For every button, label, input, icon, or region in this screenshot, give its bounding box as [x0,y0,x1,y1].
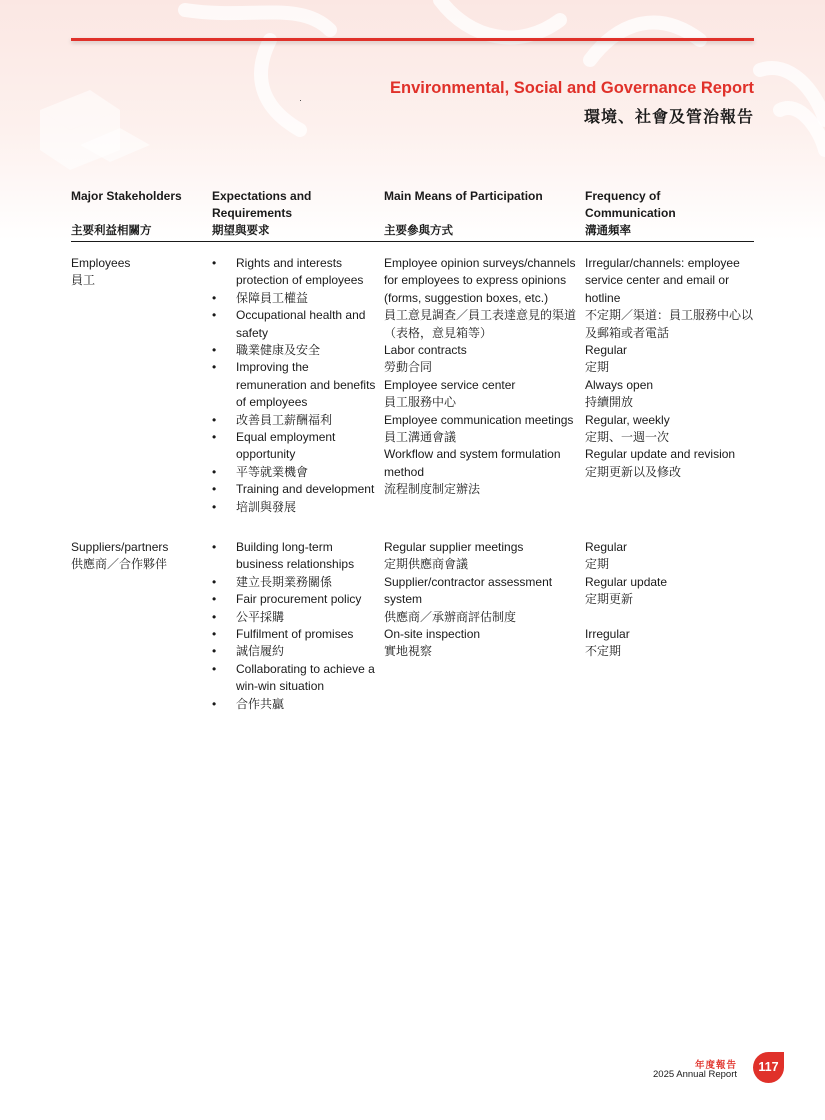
means-item: Labor contracts [384,343,467,358]
column-header-label: Main Means of Participation [384,189,543,203]
expectation-item: • Fulfilment of promises [212,626,377,643]
column-header-frequency [585,188,754,237]
means-item: 流程制度制定辦法 [384,482,481,497]
stakeholder-name: Employees [71,256,131,270]
stakeholder-cell [71,539,206,574]
frequency-item: Always open [585,377,654,392]
column-header-stakeholders [71,188,206,237]
means-item: 定期供應商會議 [384,557,469,572]
column-header-means [384,188,580,237]
footer-label: 2025 Annual Report [653,1069,737,1080]
means-item: 供應商／承辦商評估制度 [384,609,517,624]
frequency-item: 定期更新 [585,592,634,607]
column-header-label: Major Stakeholders [71,189,182,203]
means-item: 員工意見調查／員工表達意見的渠道（表格，意見箱等） [384,308,577,340]
expectation-item: • Equal employment opportunity [212,429,377,464]
frequency-item: Regular update and revision [585,447,736,462]
stakeholder-cell [71,255,206,290]
table-row-employees [71,255,754,525]
stakeholder-name-chinese: 供應商／合作夥伴 [71,557,168,572]
frequency-item: 定期更新以及修改 [585,464,682,479]
column-header-label-chinese: 主要參與方式 [384,225,453,237]
means-item: 勞動合同 [384,360,433,375]
expectation-item: • 改善員工薪酬福利 [212,412,377,429]
stakeholder-name-chinese: 員工 [71,273,96,288]
expectations-list [212,255,377,516]
expectation-item: • Occupational health and safety [212,307,377,342]
expectation-item: • Rights and interests protection of employees [212,255,377,290]
column-header-expectations [212,188,377,237]
frequency-item: Regular [585,540,628,554]
means-item: 員工服務中心 [384,395,457,410]
means-item: On-site inspection [384,627,481,642]
means-item: Regular supplier meetings [384,540,524,554]
frequency-item: 不定期／渠道：員工服務中心以及郵箱或者電話 [585,308,754,340]
expectation-item: • Collaborating to achieve a win-win situation [212,661,377,696]
means-item: 員工溝通會議 [384,430,457,445]
stakeholder-name: Suppliers/partners [71,540,169,554]
expectation-item: • Improving the remuneration and benefits of employees [212,359,377,411]
frequency-item: 定期 [585,557,610,572]
means-item: Employee opinion surveys/channels for employees to express opinions (forms, suggestion boxes, etc.) [384,256,576,305]
frequency-item: 定期 [585,360,610,375]
frequency-item: Irregular/channels: employee service center and email or hotline [585,256,740,305]
means-item: Employee service center [384,377,516,392]
frequency-item: Regular, weekly [585,412,670,427]
frequency-item: 持續開放 [585,395,634,410]
frequency-item: 定期、一週一次 [585,430,670,445]
header-rule [71,38,754,41]
column-header-label: Frequency of Communication [585,189,676,220]
expectation-item: • 職業健康及安全 [212,342,377,359]
page-number: 117 [758,1060,779,1074]
frequency-item: Regular [585,343,628,358]
stakeholder-table [71,188,754,719]
means-item: Supplier/contractor assessment system [384,574,553,607]
column-header-label-chinese: 主要利益相關方 [71,225,152,237]
expectations-list [212,539,377,713]
stray-dot [300,100,301,101]
means-cell [384,539,580,661]
frequency-item: Regular update [585,574,668,589]
page-number-badge [752,1051,785,1084]
means-cell [384,255,580,499]
column-header-label-chinese: 溝通頻率 [585,225,631,237]
expectation-item: • Training and development [212,481,377,498]
frequency-cell [585,539,754,661]
expectation-item: • 誠信履約 [212,643,377,660]
frequency-cell [585,255,754,481]
report-title: Environmental, Social and Governance Report [389,79,754,97]
expectation-item: • 建立長期業務關係 [212,574,377,591]
table-header [71,188,754,242]
means-item: 實地視察 [384,644,433,659]
expectation-item: • 公平採購 [212,609,377,626]
frequency-item: Irregular [585,627,630,642]
means-item: Employee communication meetings [384,412,574,427]
expectation-item: • 合作共贏 [212,696,377,713]
table-row-suppliers [71,539,754,719]
expectation-item: • Fair procurement policy [212,591,377,608]
expectation-item: • Building long-term business relationships [212,539,377,574]
report-title-chinese: 環境、社會及管治報告 [583,109,754,126]
expectation-item: • 平等就業機會 [212,464,377,481]
expectation-item: • 保障員工權益 [212,290,377,307]
column-header-label-chinese: 期望與要求 [212,225,270,237]
footer-label-chinese: 年度報告 [694,1060,737,1071]
column-header-label: Expectations and Requirements [212,189,312,220]
expectation-item: • 培訓與發展 [212,499,377,516]
means-item: Workflow and system formulation method [384,447,561,479]
frequency-item: 不定期 [585,644,622,659]
